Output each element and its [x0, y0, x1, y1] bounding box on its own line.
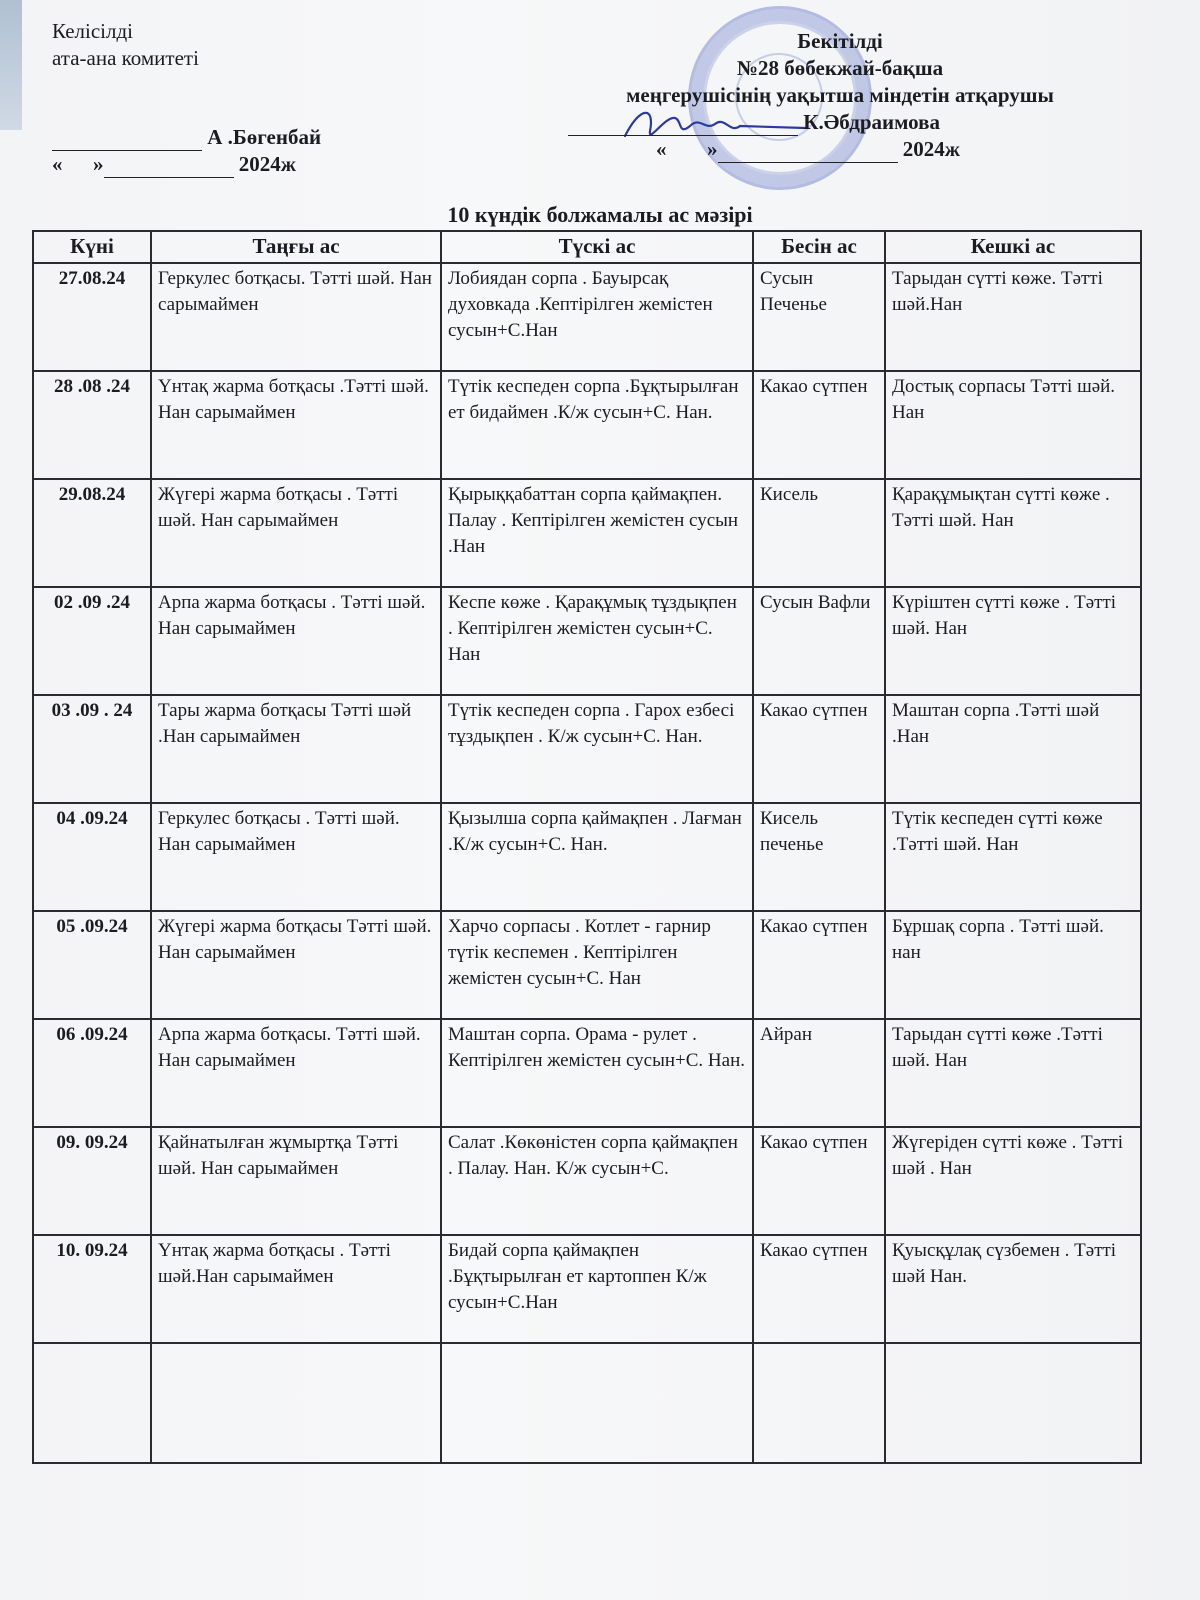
document-title: 10 күндік болжамалы ас мәзірі — [447, 202, 753, 227]
cell-breakfast: Тары жарма ботқасы Тәтті шәй .Нан сарымаймен — [151, 695, 441, 803]
cell-dinner: Жүгеріден сүтті көже . Тәтті шәй . Нан — [885, 1127, 1141, 1235]
empty-cell — [441, 1343, 753, 1463]
left-date-open: « — [52, 152, 63, 176]
cell-snack: Какао сүтпен — [753, 1127, 885, 1235]
cell-snack: Кисель печенье — [753, 803, 885, 911]
cell-snack: Какао сүтпен — [753, 695, 885, 803]
column-header-breakfast: Таңғы ас — [151, 231, 441, 263]
cell-lunch: Харчо сорпасы . Котлет - гарнир түтік кеспемен . Кептірілген жемістен сусын+С. Нан — [441, 911, 753, 1019]
cell-snack: Какао сүтпен — [753, 1235, 885, 1343]
right-date-open: « — [656, 137, 667, 161]
cell-date: 04 .09.24 — [33, 803, 151, 911]
left-signer-name: А .Бөгенбай — [207, 125, 322, 149]
table-row — [33, 1019, 1141, 1127]
right-signer-line — [560, 109, 1120, 136]
cell-date: 28 .08 .24 — [33, 371, 151, 479]
table-row — [33, 371, 1141, 479]
cell-lunch: Түтік кеспеден сорпа .Бұқтырылған ет бидаймен .К/ж сусын+С. Нан. — [441, 371, 753, 479]
cell-dinner: Қарақұмықтан сүтті көже . Тәтті шәй. Нан — [885, 479, 1141, 587]
cell-dinner: Тарыдан сүтті көже .Тәтті шәй. Нан — [885, 1019, 1141, 1127]
right-signer-name: К.Әбдраимова — [803, 110, 940, 134]
cell-snack: Сусын Вафли — [753, 587, 885, 695]
cell-dinner: Бұршақ сорпа . Тәтті шәй. нан — [885, 911, 1141, 1019]
cell-lunch: Маштан сорпа. Орама - рулет . Кептірілген жемістен сусын+С. Нан. — [441, 1019, 753, 1127]
agreed-label: Келісілді — [52, 19, 133, 43]
left-date-line — [52, 151, 452, 178]
column-header-lunch: Түскі ас — [441, 231, 753, 263]
org-name: №28 бөбекжай-бақша — [736, 56, 944, 80]
cell-breakfast: Қайнатылған жұмыртқа Тәтті шәй. Нан сарымаймен — [151, 1127, 441, 1235]
left-date-year: 2024ж — [238, 152, 296, 176]
cell-lunch: Қызылша сорпа қаймақпен . Лағман .К/ж сусын+С. Нан. — [441, 803, 753, 911]
cell-date: 09. 09.24 — [33, 1127, 151, 1235]
cell-date: 06 .09.24 — [33, 1019, 151, 1127]
right-date-line — [560, 136, 1120, 163]
table-header-row — [33, 231, 1141, 263]
cell-breakfast: Жүгері жарма ботқасы . Тәтті шәй. Нан сарымаймен — [151, 479, 441, 587]
cell-lunch: Қырыққабаттан сорпа қаймақпен. Палау . Кептірілген жемістен сусын .Нан — [441, 479, 753, 587]
approved-label: Бекітілді — [797, 29, 883, 53]
cell-dinner: Достық сорпасы Тәтті шәй. Нан — [885, 371, 1141, 479]
committee-label: ата-ана комитеті — [52, 46, 199, 70]
table-row — [33, 695, 1141, 803]
cell-date: 03 .09 . 24 — [33, 695, 151, 803]
cell-date: 05 .09.24 — [33, 911, 151, 1019]
table-row — [33, 911, 1141, 1019]
empty-cell — [753, 1343, 885, 1463]
left-date-close: » — [93, 152, 104, 176]
column-header-dinner: Кешкі ас — [885, 231, 1141, 263]
table-row-empty — [33, 1343, 1141, 1463]
empty-cell — [151, 1343, 441, 1463]
table-row — [33, 263, 1141, 371]
cell-lunch: Кеспе көже . Қарақұмық тұздықпен . Кептірілген жемістен сусын+С. Нан — [441, 587, 753, 695]
cell-dinner: Тарыдан сүтті көже. Тәтті шәй.Нан — [885, 263, 1141, 371]
menu-table — [32, 230, 1142, 1464]
cell-lunch: Лобиядан сорпа . Бауырсақ духовкада .Кептірілген жемістен сусын+С.Нан — [441, 263, 753, 371]
left-signer-line — [52, 124, 452, 151]
cell-lunch: Салат .Көкөністен сорпа қаймақпен . Палау. Нан. К/ж сусын+С. — [441, 1127, 753, 1235]
cell-dinner: Түтік кеспеден сүтті көже .Тәтті шәй. Нан — [885, 803, 1141, 911]
cell-snack: Сусын Печенье — [753, 263, 885, 371]
column-header-snack: Бесін ас — [753, 231, 885, 263]
cell-breakfast: Үнтақ жарма ботқасы . Тәтті шәй.Нан сарымаймен — [151, 1235, 441, 1343]
table-row — [33, 479, 1141, 587]
cell-snack: Кисель — [753, 479, 885, 587]
column-header-date: Күні — [33, 231, 151, 263]
cell-lunch: Бидай сорпа қаймақпен .Бұқтырылған ет картоппен К/ж сусын+С.Нан — [441, 1235, 753, 1343]
cell-dinner: Маштан сорпа .Тәтті шәй .Нан — [885, 695, 1141, 803]
table-row — [33, 803, 1141, 911]
position-title: меңгерушісінің уақытша міндетін атқарушы — [626, 83, 1054, 107]
cell-lunch: Түтік кеспеден сорпа . Гарох езбесі тұздықпен . К/ж сусын+С. Нан. — [441, 695, 753, 803]
cell-breakfast: Үнтақ жарма ботқасы .Тәтті шәй. Нан сарымаймен — [151, 371, 441, 479]
cell-breakfast: Арпа жарма ботқасы . Тәтті шәй. Нан сарымаймен — [151, 587, 441, 695]
header-right — [560, 28, 1120, 163]
cell-date: 29.08.24 — [33, 479, 151, 587]
cell-date: 27.08.24 — [33, 263, 151, 371]
cell-breakfast: Геркулес ботқасы . Тәтті шәй. Нан сарымаймен — [151, 803, 441, 911]
empty-cell — [885, 1343, 1141, 1463]
header-left — [52, 18, 452, 178]
cell-dinner: Қуысқұлақ сүзбемен . Тәтті шәй Нан. — [885, 1235, 1141, 1343]
empty-cell — [33, 1343, 151, 1463]
cell-breakfast: Арпа жарма ботқасы. Тәтті шәй. Нан сарымаймен — [151, 1019, 441, 1127]
table-row — [33, 1235, 1141, 1343]
cell-breakfast: Жүгері жарма ботқасы Тәтті шәй. Нан сарымаймен — [151, 911, 441, 1019]
table-row — [33, 1127, 1141, 1235]
right-date-close: » — [707, 137, 718, 161]
cell-dinner: Күріштен сүтті көже . Тәтті шәй. Нан — [885, 587, 1141, 695]
right-date-year: 2024ж — [902, 137, 960, 161]
cell-date: 10. 09.24 — [33, 1235, 151, 1343]
cell-snack: Какао сүтпен — [753, 371, 885, 479]
table-row — [33, 587, 1141, 695]
cell-breakfast: Геркулес ботқасы. Тәтті шәй. Нан сарымаймен — [151, 263, 441, 371]
cell-snack: Какао сүтпен — [753, 911, 885, 1019]
cell-snack: Айран — [753, 1019, 885, 1127]
cell-date: 02 .09 .24 — [33, 587, 151, 695]
background-edge — [0, 0, 22, 130]
